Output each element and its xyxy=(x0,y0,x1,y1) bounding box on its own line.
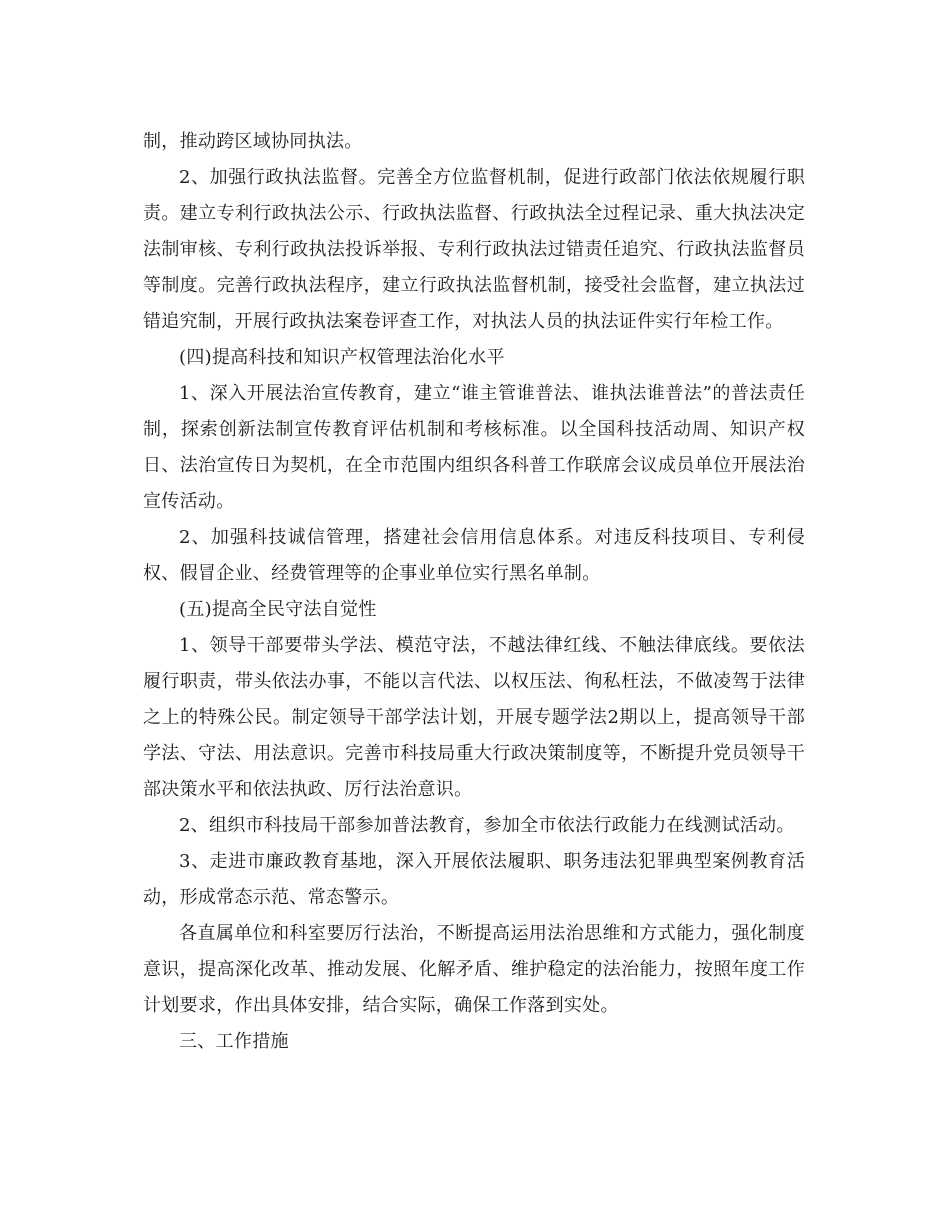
paragraph-continuation: 制，推动跨区域协同执法。 xyxy=(143,131,363,152)
section-heading-measures: 三、工作措施 xyxy=(179,1031,289,1052)
section-heading-5: (五)提高全民守法自觉性 xyxy=(179,599,377,620)
paragraph-supervision: 2、加强行政执法监督。完善全方位监督机制，促进行政部门依法依规履行职责。建立专利行政执法公示、行政执法监督、行政执法全过程记录、重大执法决定法制审核、专利行政执法投诉举报、专利行政执法过错责任追究、行政执法监督员等制度。完善行政执法程序，建立行政执法监督机制，接受社会监督，建立执法过错追究制，开展行政执法案卷评查工作，对执法人员的执法证件实行年检工作。 xyxy=(143,167,805,332)
paragraph-units: 各直属单位和科室要厉行法治，不断提高运用法治思维和方式能力，强化制度意识，提高深化改革、推动发展、化解矛盾、维护稳定的法治能力，按照年度工作计划要求，作出具体安排，结合实际，确保工作落到实处。 xyxy=(143,923,805,1016)
paragraph-leaders: 1、领导干部要带头学法、模范守法，不越法律红线、不触法律底线。要依法履行职责，带头依法办事，不能以言代法、以权压法、徇私枉法，不做凌驾于法律之上的特殊公民。制定领导干部学法计划，开展专题学法2期以上，提高领导干部学法、守法、用法意识。完善市科技局重大行政决策制度等，不断提升党员领导干部决策水平和依法执政、厉行法治意识。 xyxy=(143,635,805,800)
paragraph-integrity: 2、加强科技诚信管理，搭建社会信用信息体系。对违反科技项目、专利侵权、假冒企业、经费管理等的企事业单位实行黑名单制。 xyxy=(143,527,805,584)
section-heading-4: (四)提高科技和知识产权管理法治化水平 xyxy=(179,347,505,368)
document-body xyxy=(143,124,805,1060)
paragraph-legal-education: 1、深入开展法治宣传教育，建立“谁主管谁普法、谁执法谁普法”的普法责任制，探索创新法制宣传教育评估机制和考核标准。以全国科技活动周、知识产权日、法治宣传日为契机，在全市范围内组织各科普工作联席会议成员单位开展法治宣传活动。 xyxy=(143,383,805,512)
paragraph-education-base: 3、走进市廉政教育基地，深入开展依法履职、职务违法犯罪典型案例教育活动，形成常态示范、常态警示。 xyxy=(143,851,805,908)
paragraph-online-test: 2、组织市科技局干部参加普法教育，参加全市依法行政能力在线测试活动。 xyxy=(179,815,795,836)
